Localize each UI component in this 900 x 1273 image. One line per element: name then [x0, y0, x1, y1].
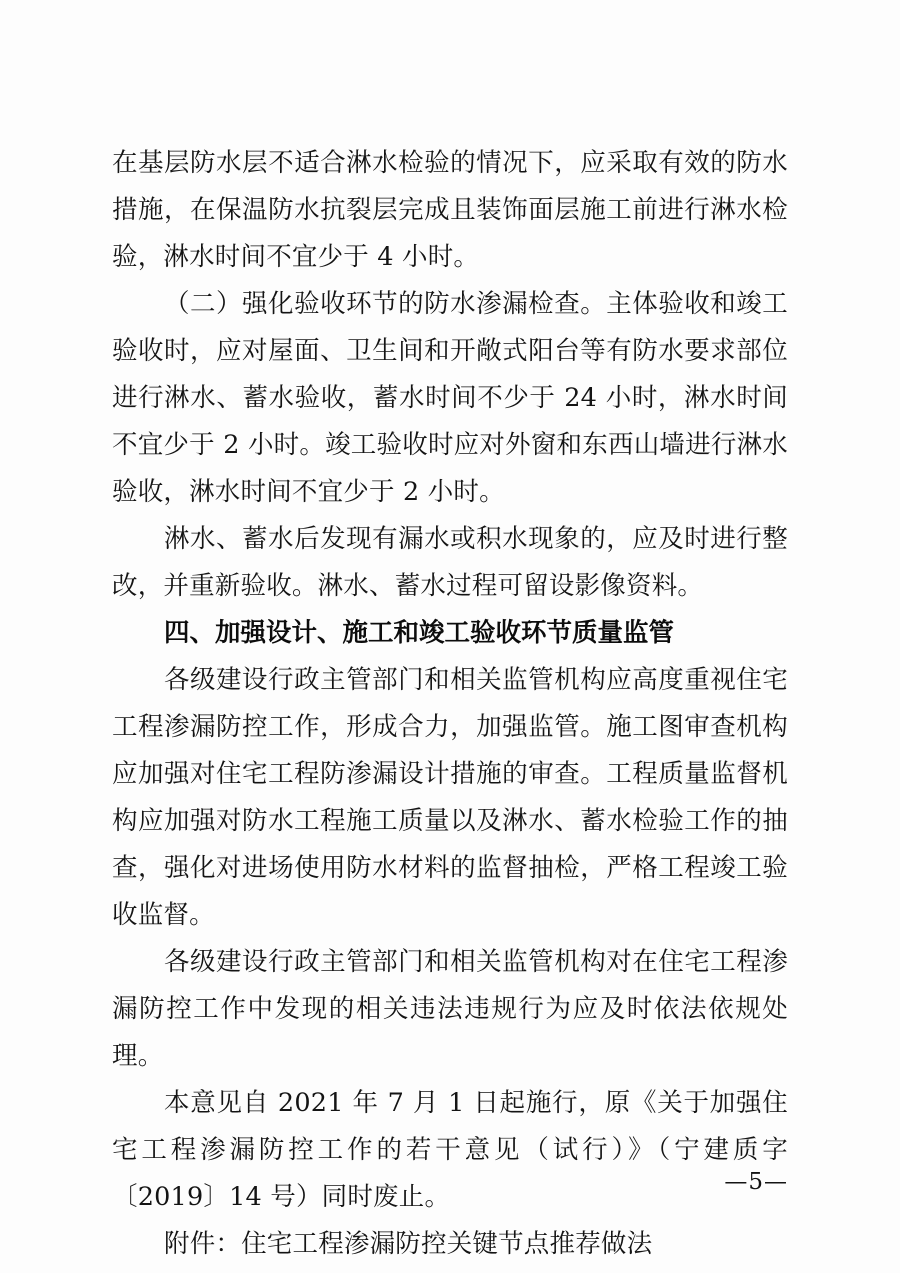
page-number: —5—	[724, 1169, 788, 1195]
paragraph-effective-date: 本意见自 2021 年 7 月 1 日起施行，原《关于加强住宅工程渗漏防控工作的若干意见（试行）》（宁建质字〔2019〕14 号）同时废止。	[112, 1088, 788, 1212]
paragraph-supervision-one: 各级建设行政主管部门和相关监管机构应高度重视住宅工程渗漏防控工作，形成合力，加强监管。施工图审查机构应加强对住宅工程防渗漏设计措施的审查。工程质量监督机构应加强对防水工程施工质量以及淋水、蓄水检验工作的抽查，强化对进场使用防水材料的监督抽检，严格工程竣工验收监督。	[112, 665, 788, 930]
paragraph-waterproof-inspection: 在基层防水层不适合淋水检验的情况下，应采取有效的防水措施，在保温防水抗裂层完成且装饰面层施工前进行淋水检验，淋水时间不宜少于 4 小时。	[112, 148, 788, 272]
paragraph-supervision-two: 各级建设行政主管部门和相关监管机构对在住宅工程渗漏防控工作中发现的相关违法违规行为应及时依法依规处理。	[112, 947, 788, 1071]
heading-section-four: 四、加强设计、施工和竣工验收环节质量监管	[164, 618, 675, 648]
paragraph-leak-rectify: 淋水、蓄水后发现有漏水或积水现象的，应及时进行整改，并重新验收。淋水、蓄水过程可留设影像资料。	[112, 524, 788, 601]
document-body	[112, 140, 788, 1268]
paragraph-item-two: （二）强化验收环节的防水渗漏检查。主体验收和竣工验收时，应对屋面、卫生间和开敞式阳台等有防水要求部位进行淋水、蓄水验收，蓄水时间不少于 24 小时，淋水时间不宜少于 2 小时。竣工验收时应对外窗和东西山墙进行淋水验收，淋水时间不宜少于 2 小时。	[112, 289, 788, 507]
paragraph-attachment: 附件：住宅工程渗漏防控关键节点推荐做法	[164, 1229, 653, 1259]
